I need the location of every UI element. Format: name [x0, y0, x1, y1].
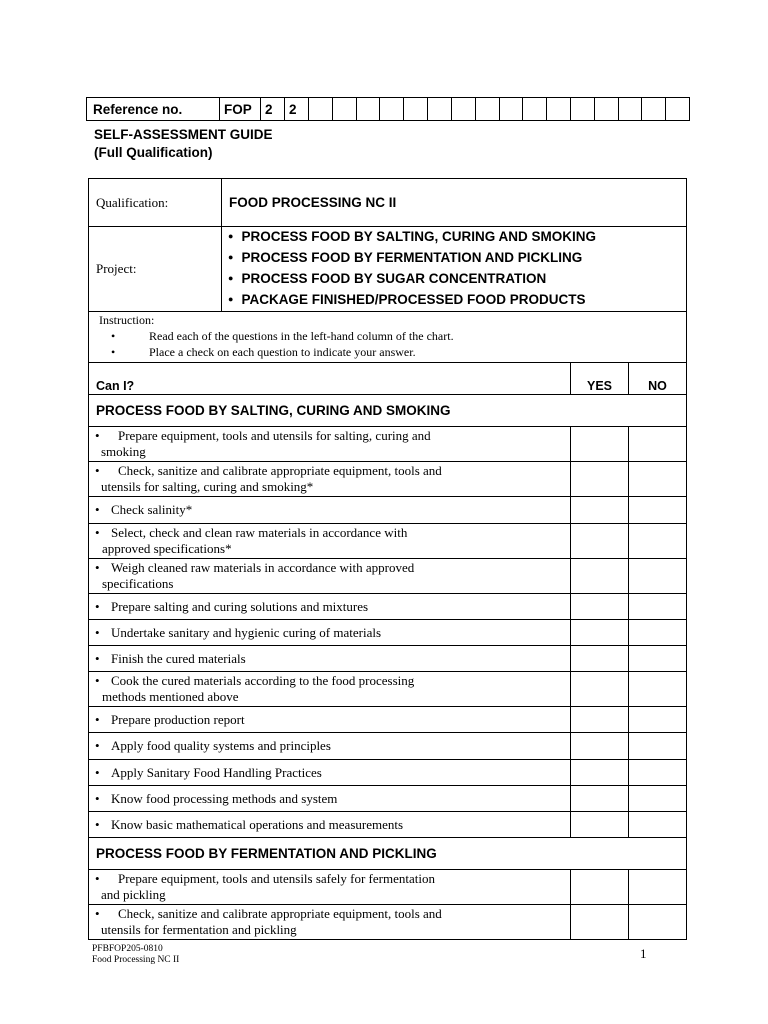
no-checkbox-cell[interactable] — [629, 559, 687, 594]
question-bullet: • — [95, 598, 100, 614]
footer-name: Food Processing NC II — [92, 955, 180, 965]
qualification-label: Qualification: — [89, 179, 222, 227]
question-text: Prepare salting and curing solutions and mixtures — [111, 598, 369, 614]
reference-digit: 2 — [285, 98, 309, 121]
yes-checkbox-cell[interactable] — [571, 462, 629, 497]
section-title: PROCESS FOOD BY FERMENTATION AND PICKLING — [89, 838, 687, 870]
question-text-continued: and pickling — [101, 887, 166, 902]
question-bullet: • — [95, 906, 100, 921]
instruction-text: Read each of the questions in the left-hand column of the chart. — [149, 329, 454, 343]
question-cell — [89, 462, 571, 497]
question-cell — [89, 870, 571, 905]
reference-box — [618, 98, 642, 121]
reference-box — [570, 98, 594, 121]
reference-box — [332, 98, 356, 121]
reference-box — [380, 98, 404, 121]
question-bullet: • — [95, 463, 100, 478]
question-bullet: • — [95, 525, 100, 540]
question-text: Prepare equipment, tools and utensils for salting, curing and — [118, 428, 431, 443]
guide-subtitle: (Full Qualification) — [94, 145, 213, 160]
yes-checkbox-cell[interactable] — [571, 497, 629, 524]
instruction-item — [99, 344, 686, 360]
reference-box — [404, 98, 428, 121]
question-text: Apply food quality systems and principles — [111, 738, 331, 753]
section-title: PROCESS FOOD BY SALTING, CURING AND SMOKING — [89, 395, 687, 427]
footer-code: PFBFOP205-0810 — [92, 944, 163, 954]
question-bullet: • — [95, 428, 100, 443]
yes-checkbox-cell[interactable] — [571, 524, 629, 559]
no-checkbox-cell[interactable] — [629, 707, 687, 733]
question-text: Prepare equipment, tools and utensils safely for fermentation — [118, 871, 435, 886]
question-text: Finish the cured materials — [111, 650, 246, 666]
question-cell — [89, 524, 571, 559]
question-row — [89, 646, 687, 672]
reference-box — [356, 98, 380, 121]
question-cell — [89, 497, 571, 524]
reference-box — [666, 98, 690, 121]
project-label: Project: — [89, 227, 222, 312]
project-item: ● PROCESS FOOD BY FERMENTATION AND PICKLING — [228, 248, 686, 269]
reference-box — [475, 98, 499, 121]
question-row — [89, 497, 687, 524]
yes-checkbox-cell[interactable] — [571, 594, 629, 620]
question-text: Know basic mathematical operations and measurements — [111, 816, 404, 832]
project-item: ● PACKAGE FINISHED/PROCESSED FOOD PRODUCTS — [228, 290, 686, 311]
instruction-label: Instruction: — [99, 313, 155, 327]
project-list-cell — [222, 227, 687, 312]
question-row — [89, 733, 687, 760]
question-bullet: • — [95, 738, 100, 753]
yes-checkbox-cell[interactable] — [571, 646, 629, 672]
project-item: ● PROCESS FOOD BY SUGAR CONCENTRATION — [228, 269, 686, 290]
reference-box — [547, 98, 571, 121]
no-checkbox-cell[interactable] — [629, 427, 687, 462]
question-text: Check, sanitize and calibrate appropriate equipment, tools and — [118, 463, 442, 478]
question-cell — [89, 812, 571, 838]
question-text: Apply Sanitary Food Handling Practices — [111, 764, 322, 780]
question-cell — [89, 672, 571, 707]
question-cell — [89, 786, 571, 812]
no-checkbox-cell[interactable] — [629, 786, 687, 812]
no-checkbox-cell[interactable] — [629, 462, 687, 497]
no-checkbox-cell[interactable] — [629, 870, 687, 905]
no-checkbox-cell[interactable] — [629, 524, 687, 559]
question-row — [89, 559, 687, 594]
question-bullet: • — [95, 502, 100, 517]
question-text: Prepare production report — [111, 711, 245, 727]
guide-title: SELF-ASSESSMENT GUIDE — [94, 127, 273, 142]
question-row — [89, 786, 687, 812]
no-checkbox-cell[interactable] — [629, 594, 687, 620]
question-row — [89, 427, 687, 462]
reference-box — [428, 98, 452, 121]
assessment-table — [88, 178, 687, 940]
yes-checkbox-cell[interactable] — [571, 559, 629, 594]
question-text-continued: smoking — [101, 444, 146, 459]
question-bullet: • — [95, 711, 100, 727]
no-checkbox-cell[interactable] — [629, 620, 687, 646]
question-row — [89, 905, 687, 940]
question-text: Weigh cleaned raw materials in accordance with approved — [111, 560, 415, 575]
question-text: Check salinity* — [111, 502, 193, 517]
reference-box — [642, 98, 666, 121]
question-text-continued: specifications — [102, 576, 174, 591]
page-number: 1 — [640, 946, 647, 961]
yes-checkbox-cell[interactable] — [571, 812, 629, 838]
question-bullet: • — [95, 624, 100, 640]
no-checkbox-cell[interactable] — [629, 812, 687, 838]
yes-checkbox-cell[interactable] — [571, 870, 629, 905]
question-bullet: • — [95, 764, 100, 780]
question-bullet: • — [95, 816, 100, 832]
question-cell — [89, 733, 571, 760]
no-checkbox-cell[interactable] — [629, 672, 687, 707]
question-text-continued: approved specifications* — [102, 541, 232, 556]
instruction-item — [99, 328, 686, 344]
question-cell — [89, 646, 571, 672]
question-bullet: • — [95, 560, 100, 575]
question-cell — [89, 620, 571, 646]
question-bullet: • — [95, 673, 100, 688]
column-header-no: NO — [629, 363, 687, 395]
yes-checkbox-cell[interactable] — [571, 905, 629, 940]
question-cell — [89, 905, 571, 940]
question-text: Know food processing methods and system — [111, 790, 338, 806]
yes-checkbox-cell[interactable] — [571, 672, 629, 707]
project-item: ● PROCESS FOOD BY SALTING, CURING AND SMOKING — [228, 227, 686, 248]
question-row — [89, 524, 687, 559]
instruction-text: Place a check on each question to indicate your answer. — [149, 345, 416, 359]
question-bullet: • — [95, 650, 100, 666]
reference-code: FOP — [220, 98, 261, 121]
instruction-bullet: • — [111, 345, 116, 359]
question-cell — [89, 760, 571, 786]
question-text-continued: utensils for salting, curing and smoking* — [101, 479, 314, 494]
reference-box — [499, 98, 523, 121]
yes-checkbox-cell[interactable] — [571, 786, 629, 812]
reference-box — [309, 98, 333, 121]
qualification-value: FOOD PROCESSING NC II — [222, 179, 687, 227]
question-text-continued: utensils for fermentation and pickling — [101, 922, 297, 937]
reference-box — [451, 98, 475, 121]
yes-checkbox-cell[interactable] — [571, 733, 629, 760]
question-row — [89, 870, 687, 905]
question-cell — [89, 707, 571, 733]
question-row — [89, 462, 687, 497]
question-text: Check, sanitize and calibrate appropriate equipment, tools and — [118, 906, 442, 921]
yes-checkbox-cell[interactable] — [571, 427, 629, 462]
column-header-question: Can I? — [89, 363, 571, 395]
no-checkbox-cell[interactable] — [629, 905, 687, 940]
project-list — [222, 227, 686, 311]
question-cell — [89, 427, 571, 462]
reference-number-table — [86, 97, 690, 121]
question-cell — [89, 559, 571, 594]
reference-box — [523, 98, 547, 121]
no-checkbox-cell[interactable] — [629, 760, 687, 786]
question-row — [89, 620, 687, 646]
question-bullet: • — [95, 790, 100, 806]
question-row — [89, 672, 687, 707]
question-text: Cook the cured materials according to the food processing — [111, 673, 415, 688]
column-header-yes: YES — [571, 363, 629, 395]
question-text-continued: methods mentioned above — [102, 689, 239, 704]
question-row — [89, 594, 687, 620]
question-row — [89, 707, 687, 733]
yes-checkbox-cell[interactable] — [571, 707, 629, 733]
question-text: Undertake sanitary and hygienic curing of materials — [111, 624, 382, 640]
question-cell — [89, 594, 571, 620]
reference-digit: 2 — [261, 98, 285, 121]
instruction-bullet: • — [111, 329, 116, 343]
question-row — [89, 812, 687, 838]
question-text: Select, check and clean raw materials in accordance with — [111, 525, 408, 540]
no-checkbox-cell[interactable] — [629, 733, 687, 760]
yes-checkbox-cell[interactable] — [571, 760, 629, 786]
no-checkbox-cell[interactable] — [629, 497, 687, 524]
instruction-cell — [89, 312, 687, 363]
reference-label: Reference no. — [87, 98, 220, 121]
question-bullet: • — [95, 871, 100, 886]
reference-box — [594, 98, 618, 121]
yes-checkbox-cell[interactable] — [571, 620, 629, 646]
no-checkbox-cell[interactable] — [629, 646, 687, 672]
question-row — [89, 760, 687, 786]
